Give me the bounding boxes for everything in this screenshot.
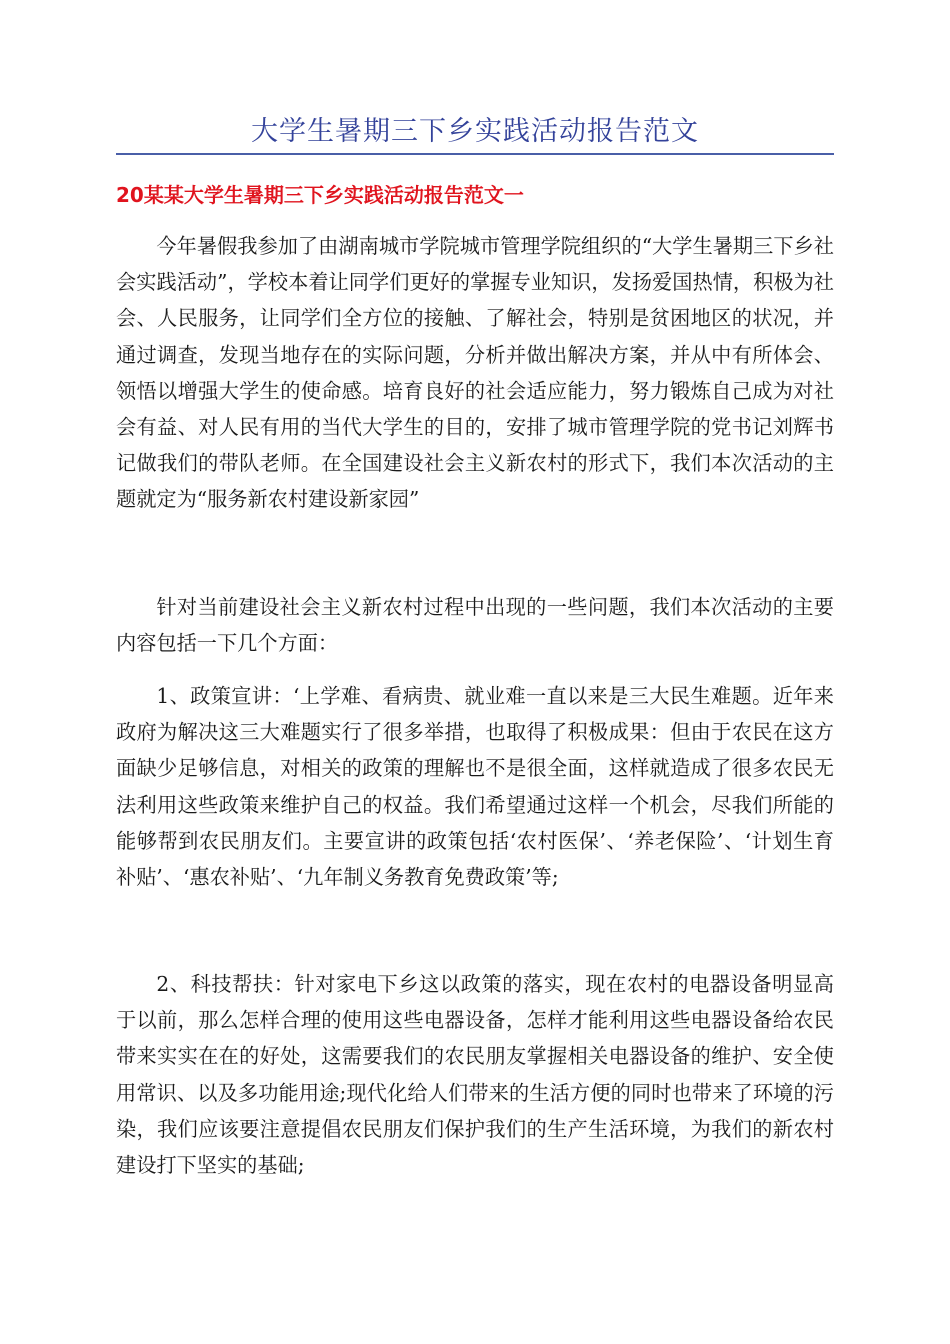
section-heading: 20某某大学生暑期三下乡实践活动报告范文一 [116, 183, 524, 207]
title-underline [116, 153, 834, 155]
paragraph-policy-promotion: 1、政策宣讲：‘上学难、看病贵、就业难一直以来是三大民生难题。近年来政府为解决这三大难题实行了很多举措，也取得了积极成果：但由于农民在这方面缺少足够信息，对相关的政策的理解也不是很全面，这样就造成了很多农民无法利用这些政策来维护自己的权益。我们希望通过这样一个机会，尽我们所能的能够帮到农民朋友们。主要宣讲的政策包括‘农村医保’、‘养老保险’、‘计划生育补贴’、‘惠农补贴’、‘九年制义务教育免费政策’等; [116, 684, 834, 890]
paragraph-intro: 今年暑假我参加了由湖南城市学院城市管理学院组织的“大学生暑期三下乡社会实践活动”，学校本着让同学们更好的掌握专业知识，发扬爱国热情，积极为社会、人民服务，让同学们全方位的接触、了解社会，特别是贫困地区的状况，并通过调查，发现当地存在的实际问题，分析并做出解决方案，并从中有所体会、领悟以增强大学生的使命感。培育良好的社会适应能力，努力锻炼自己成为对社会有益、对人民有用的当代大学生的目的，安排了城市管理学院的党书记刘辉书记做我们的带队老师。在全国建设社会主义新农村的形式下，我们本次活动的主题就定为“服务新农村建设新家园” [116, 234, 834, 512]
paragraph-content-overview: 针对当前建设社会主义新农村过程中出现的一些问题，我们本次活动的主要内容包括一下几个方面： [116, 595, 834, 656]
paragraph-tech-support: 2、科技帮扶：针对家电下乡这以政策的落实，现在农村的电器设备明显高于以前，那么怎样合理的使用这些电器设备，怎样才能利用这些电器设备给农民带来实实在在的好处，这需要我们的农民朋友掌握相关电器设备的维护、安全使用常识、以及多功能用途;现代化给人们带来的生活方便的同时也带来了环境的污染，我们应该要注意提倡农民朋友们保护我们的生产生活环境，为我们的新农村建设打下坚实的基础; [116, 972, 834, 1178]
document-title: 大学生暑期三下乡实践活动报告范文 [251, 116, 699, 147]
